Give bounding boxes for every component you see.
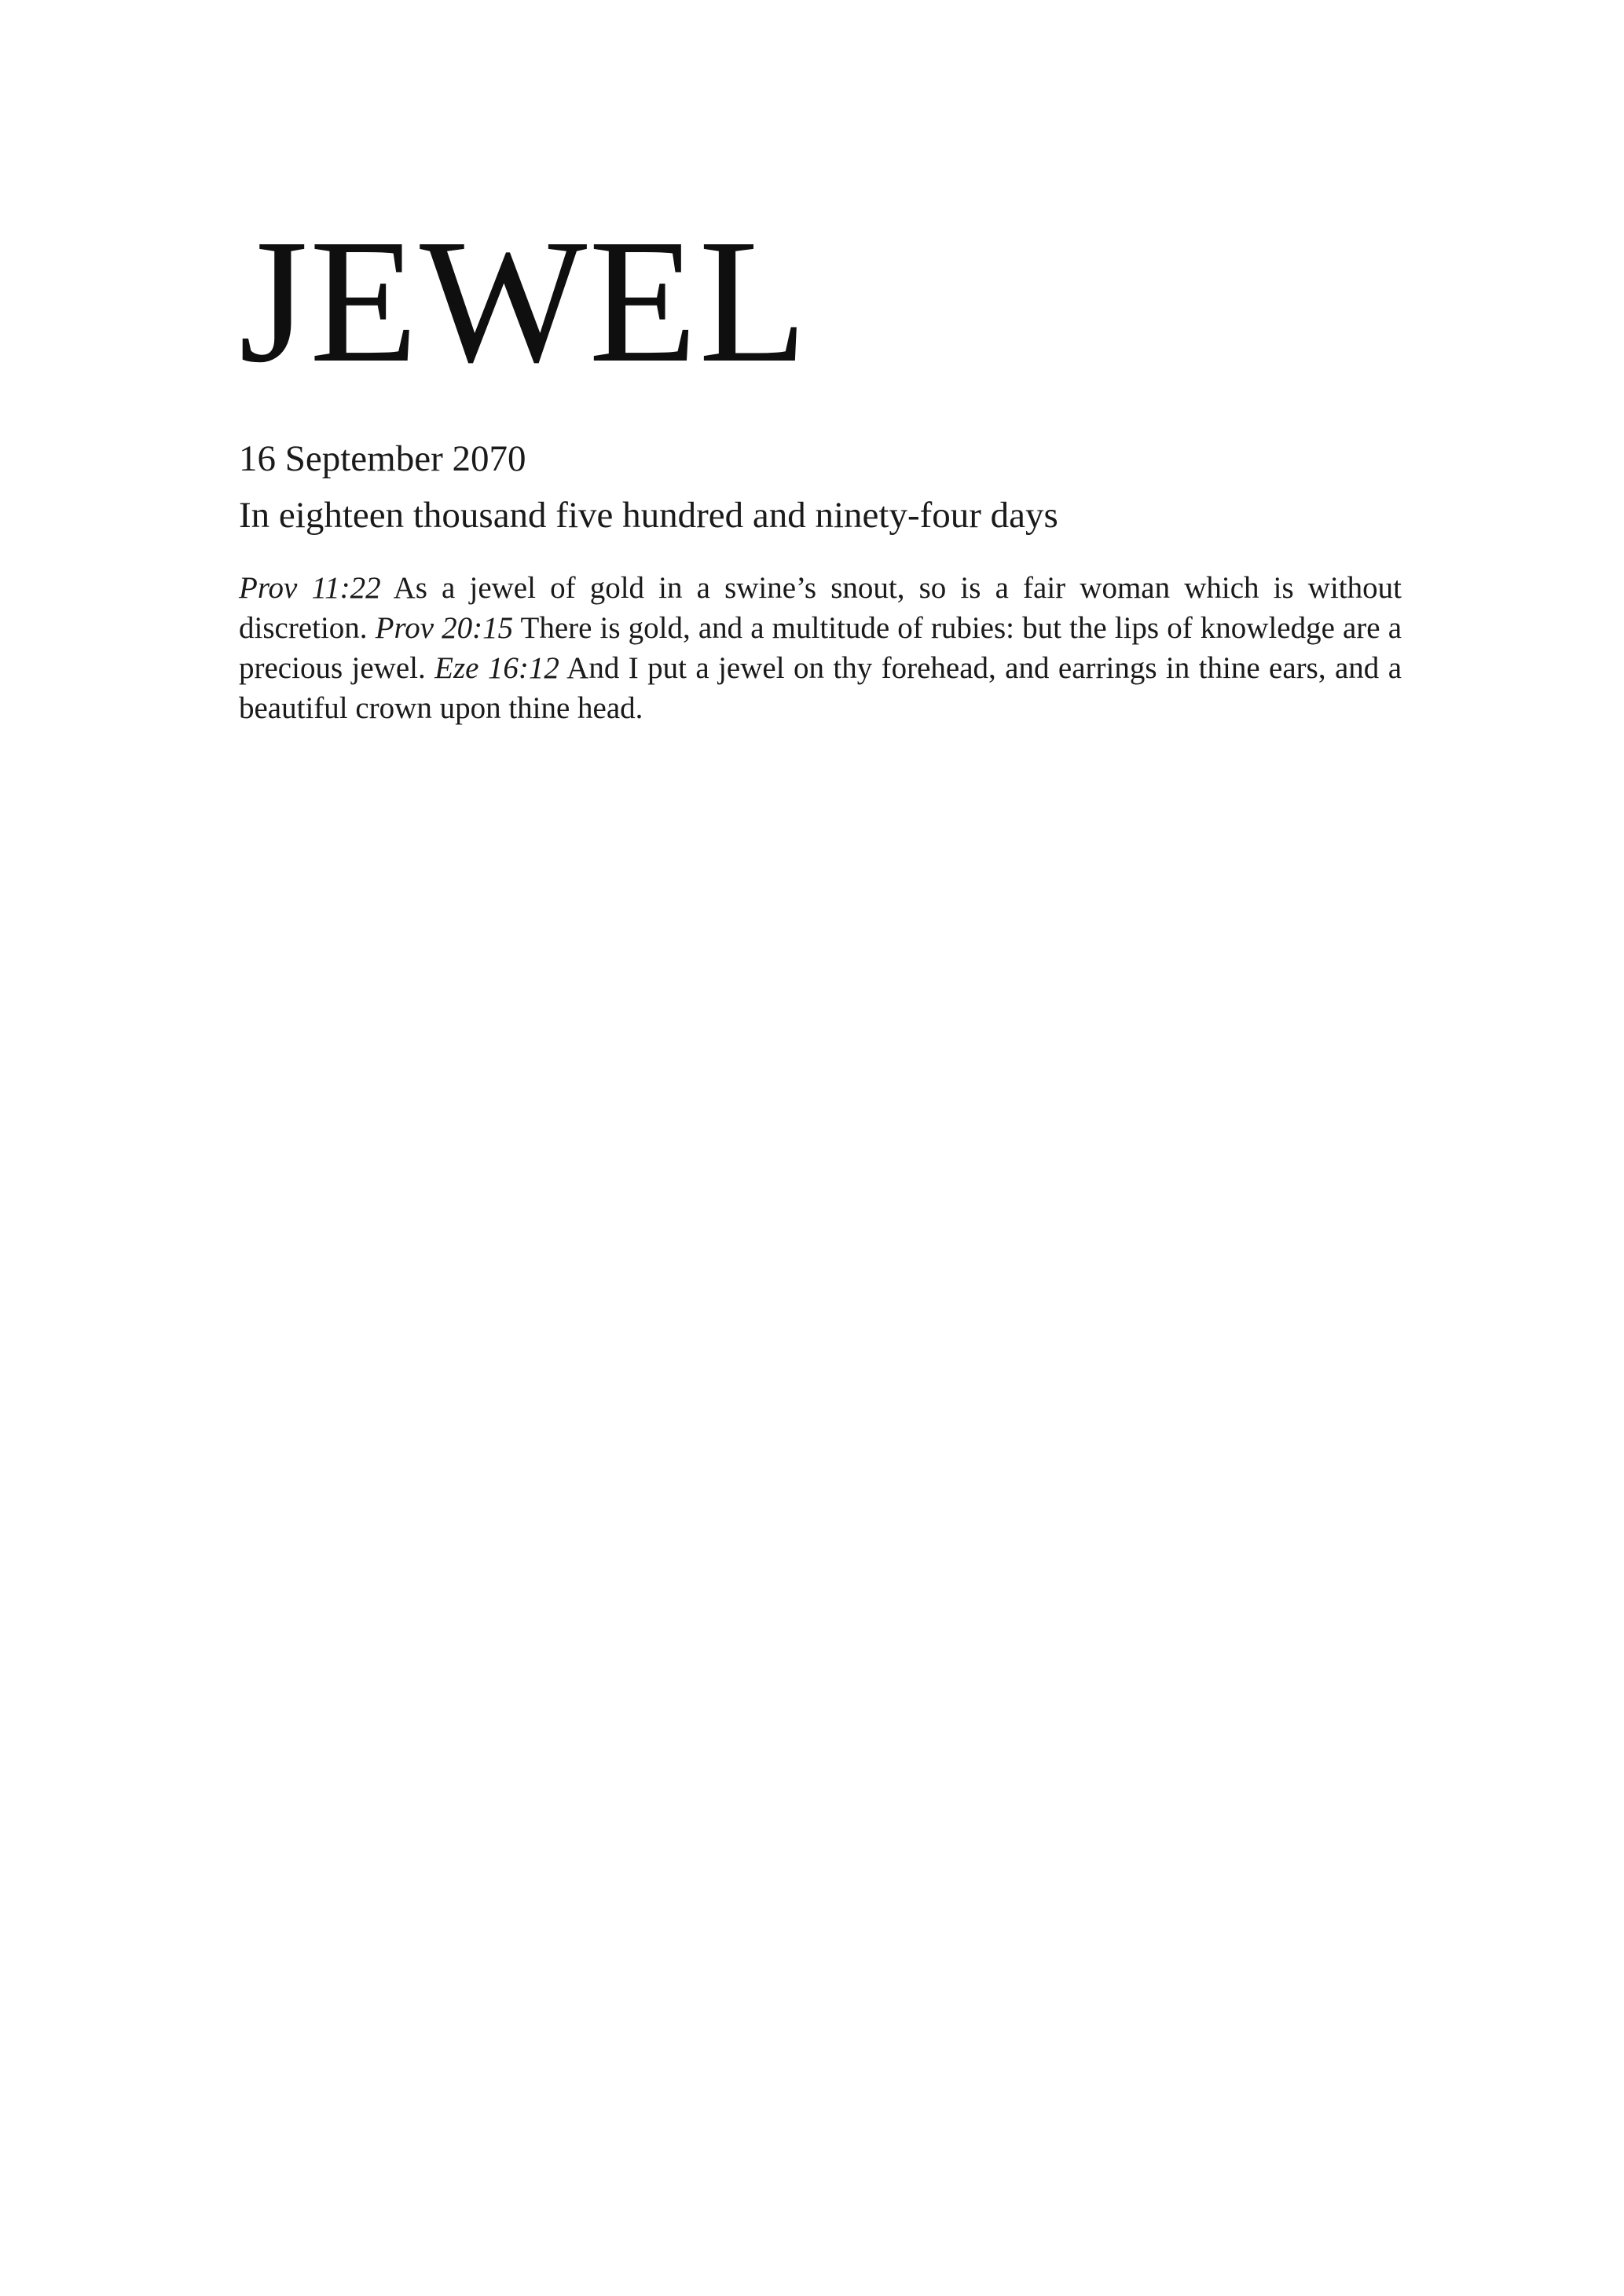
verse-text-3: And I put a jewel on thy forehead, and earrings in thine ears, and a beautiful crown upon thine head.	[239, 650, 1402, 725]
verse-text-1: As a jewel of gold in a swine’s snout, so is a fair woman which is without discretion.	[239, 570, 1402, 645]
verse-reference-2: Prov 20:15	[375, 610, 514, 645]
verse-text-2: There is gold, and a multitude of rubies: but the lips of knowledge are a precious jewel.	[239, 610, 1402, 685]
page-title: JEWEL	[239, 203, 809, 399]
verse-paragraph	[239, 568, 1402, 728]
date-line: 16 September 2070	[239, 438, 526, 479]
countdown-line: In eighteen thousand five hundred and ninety-four days	[239, 495, 1058, 536]
verse-reference-3: Eze 16:12	[434, 650, 559, 685]
verse-reference-1: Prov 11:22	[239, 570, 381, 605]
document-content	[239, 203, 1402, 759]
